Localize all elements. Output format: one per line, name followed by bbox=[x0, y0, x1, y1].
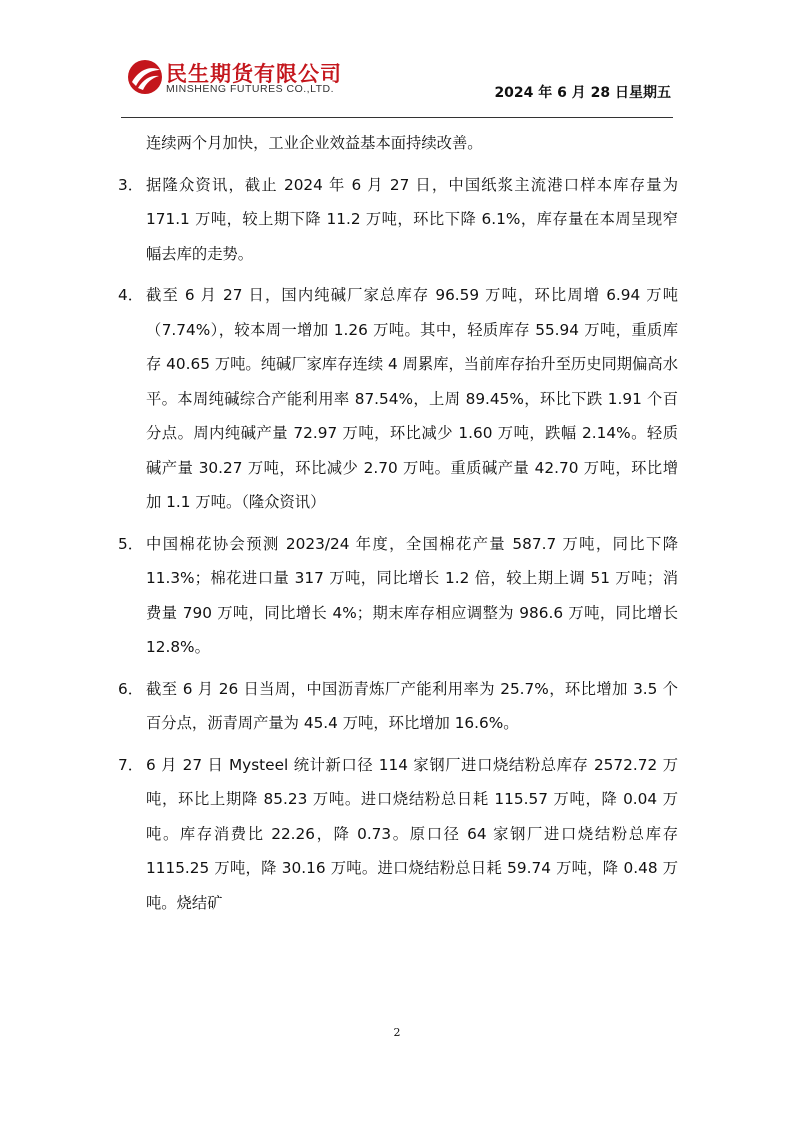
continued-paragraph: 连续两个月加快，工业企业效益基本面持续改善。 bbox=[146, 134, 483, 152]
list-item-text: 6 月 27 日 Mysteel 统计新口径 114 家钢厂进口烧结粉总库存 2572.72 万吨，环比上期降 85.23 万吨。进口烧结粉总日耗 115.57 万吨，降 0.04 万吨。库存消费比 22.26，降 0.73。原口径 64 家钢厂进口烧结粉总库存 1115.25 万吨，降 30.16 万吨。进口烧结粉总日耗 59.74 万吨，降 0.48 万吨。烧结矿 bbox=[146, 755, 678, 912]
list-item-number: 4． bbox=[118, 286, 144, 304]
list-item-text: 截至 6 月 27 日，国内纯碱厂家总库存 96.59 万吨，环比周增 6.94 万吨（7.74%），较本周一增加 1.26 万吨。其中，轻质库存 55.94 万吨，重质库存 40.65 万吨。纯碱厂家库存连续 4 周累库，当前库存抬升至历史同期偏高水平。本周纯碱综合产能利用率 87.54%，上周 89.45%，环比下跌 1.91 个百分点。周内纯碱产量 72.97 万吨，环比减少 1.60 万吨，跌幅 2.14%。轻质碱产量 30.27 万吨，环比减少 2.70 万吨。重质碱产量 42.70 万吨，环比增加 1.1 万吨。（隆众资讯） bbox=[146, 286, 678, 511]
list-item bbox=[118, 168, 678, 272]
list-item-number: 7． bbox=[118, 755, 144, 774]
list-item-text: 截至 6 月 26 日当周，中国沥青炼厂产能利用率为 25.7%，环比增加 3.5 个百分点，沥青周产量为 45.4 万吨，环比增加 16.6%。 bbox=[146, 679, 678, 732]
list-item bbox=[118, 672, 678, 741]
header-divider bbox=[121, 117, 673, 118]
company-logo-icon bbox=[126, 58, 164, 96]
list-item-number: 3． bbox=[118, 175, 144, 194]
report-date: 2024 年 6 月 28 日星期五 bbox=[494, 85, 671, 101]
document-body bbox=[118, 126, 678, 927]
page-number: 2 bbox=[393, 1026, 401, 1039]
list-item-number: 6． bbox=[118, 679, 144, 698]
list-item bbox=[118, 748, 678, 921]
list-item-text: 据隆众资讯，截止 2024 年 6 月 27 日，中国纸浆主流港口样本库存量为 171.1 万吨，较上期下降 11.2 万吨，环比下降 6.1%，库存量在本周呈现窄幅去库的走势。 bbox=[146, 175, 678, 263]
list-item-number: 5． bbox=[118, 534, 144, 553]
company-logo bbox=[126, 56, 366, 100]
list-item bbox=[118, 527, 678, 665]
list-item bbox=[118, 278, 678, 520]
company-name-en: MINSHENG FUTURES CO.,LTD. bbox=[166, 83, 335, 95]
company-name-cn: 民生期货有限公司 bbox=[166, 62, 342, 86]
list-item-text: 中国棉花协会预测 2023/24 年度，全国棉花产量 587.7 万吨，同比下降 11.3%；棉花进口量 317 万吨，同比增长 1.2 倍，较上期上调 51 万吨；消费量 790 万吨，同比增长 4%；期末库存相应调整为 986.6 万吨，同比增长 12.8%。 bbox=[146, 534, 678, 656]
